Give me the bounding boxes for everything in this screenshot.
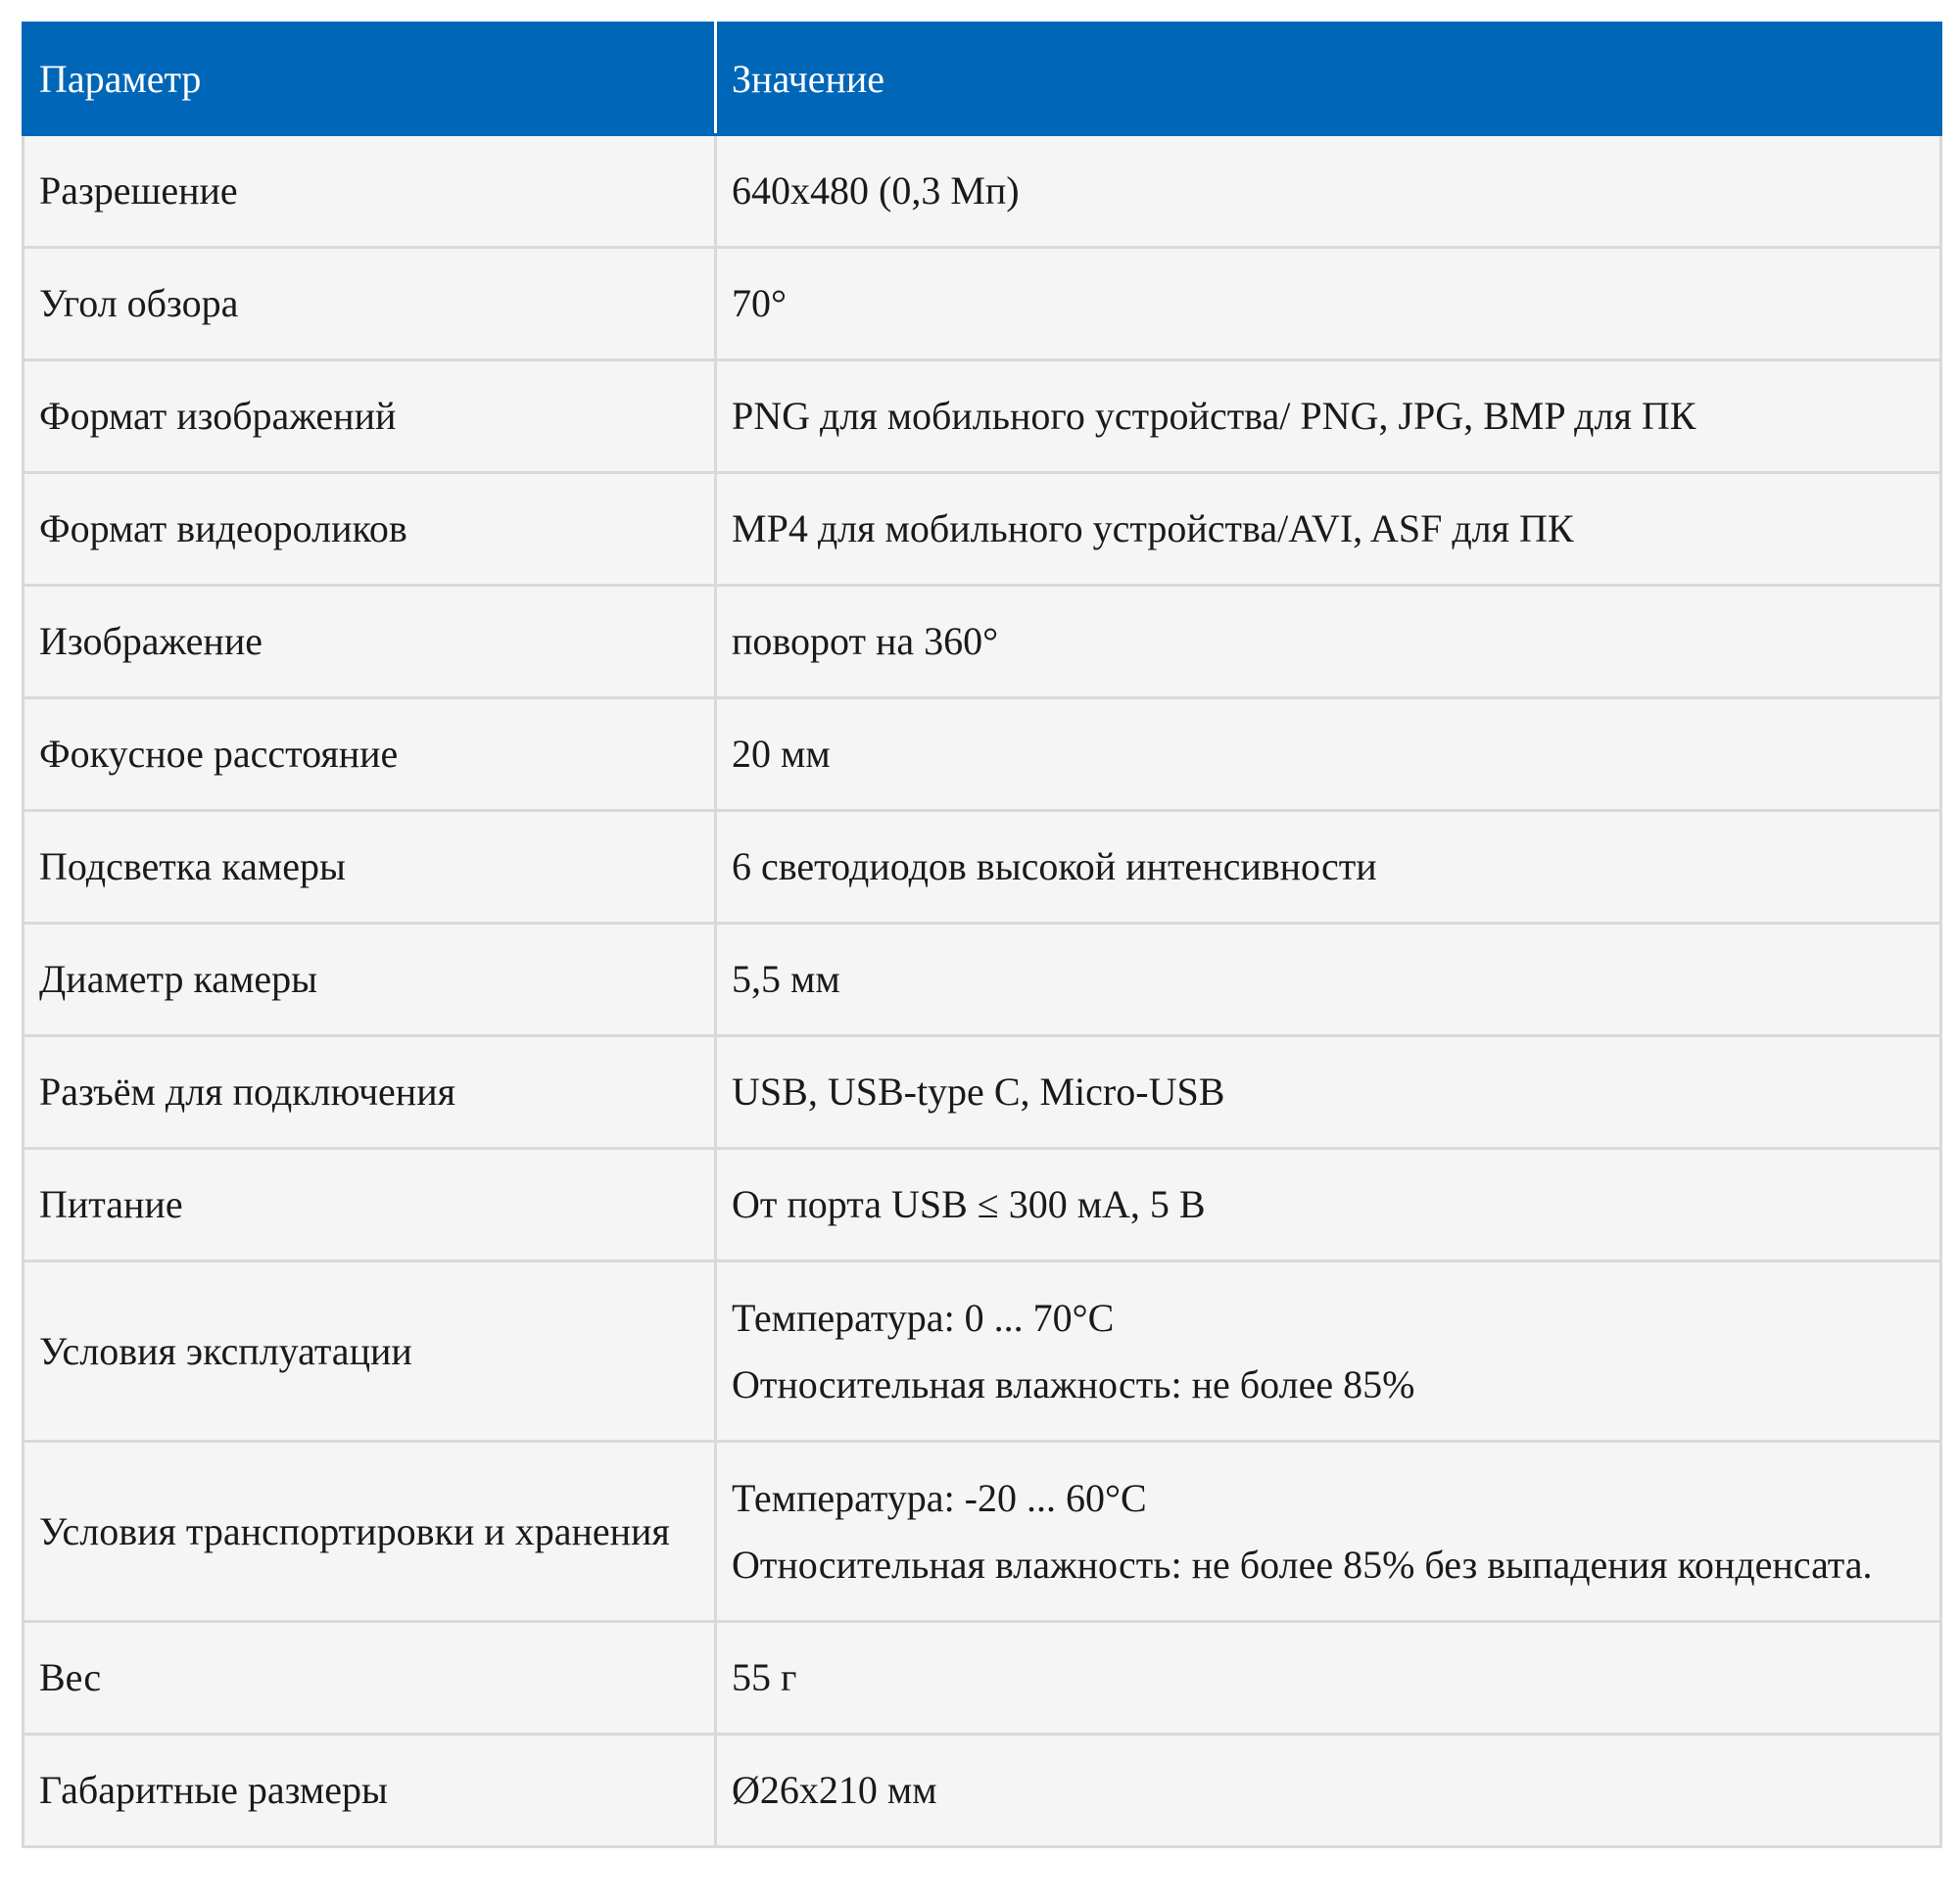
table-row xyxy=(24,811,1941,924)
table-row xyxy=(24,1036,1941,1149)
header-value: Значение xyxy=(716,24,1941,135)
value-line: 55 г xyxy=(732,1655,797,1699)
table-row xyxy=(24,135,1941,248)
value-line: 640х480 (0,3 Мп) xyxy=(732,168,1020,213)
table-row xyxy=(24,248,1941,360)
param-cell: Условия транспортировки и хранения xyxy=(24,1442,716,1622)
value-line: Ø26х210 мм xyxy=(732,1768,937,1812)
value-cell xyxy=(716,135,1941,248)
value-line: Температура: -20 ... 60°C xyxy=(732,1475,1147,1520)
param-cell: Диаметр камеры xyxy=(24,924,716,1036)
param-cell: Угол обзора xyxy=(24,248,716,360)
table-row xyxy=(24,1735,1941,1847)
value-line: MP4 для мобильного устройства/AVI, ASF для ПК xyxy=(732,506,1574,550)
param-cell: Формат видеороликов xyxy=(24,473,716,586)
value-line: поворот на 360° xyxy=(732,619,999,663)
table-row xyxy=(24,586,1941,698)
table-body xyxy=(24,135,1941,1847)
value-cell xyxy=(716,248,1941,360)
value-cell xyxy=(716,1036,1941,1149)
table-row xyxy=(24,1442,1941,1622)
param-cell: Формат изображений xyxy=(24,360,716,473)
value-cell xyxy=(716,1735,1941,1847)
value-line: От порта USB ≤ 300 мА, 5 В xyxy=(732,1182,1206,1226)
value-line: Температура: 0 ... 70°C xyxy=(732,1295,1115,1340)
value-line: PNG для мобильного устройства/ PNG, JPG, BMP для ПК xyxy=(732,394,1696,438)
value-cell xyxy=(716,811,1941,924)
spec-table xyxy=(22,22,1942,1848)
value-cell xyxy=(716,1442,1941,1622)
value-line: 5,5 мм xyxy=(732,957,840,1001)
value-line: Относительная влажность: не более 85% без выпадения конденсата. xyxy=(732,1542,1873,1587)
header-param: Параметр xyxy=(24,24,716,135)
value-cell xyxy=(716,586,1941,698)
value-line: 70° xyxy=(732,281,787,325)
param-cell: Условия эксплуатации xyxy=(24,1261,716,1442)
param-cell: Фокусное расстояние xyxy=(24,698,716,811)
table-header xyxy=(24,24,1941,135)
table-row xyxy=(24,360,1941,473)
value-line: Относительная влажность: не более 85% xyxy=(732,1361,1415,1406)
value-cell xyxy=(716,360,1941,473)
param-cell: Питание xyxy=(24,1149,716,1261)
table-row xyxy=(24,1622,1941,1735)
header-row xyxy=(24,24,1941,135)
table-row xyxy=(24,1149,1941,1261)
table-row xyxy=(24,698,1941,811)
param-cell: Подсветка камеры xyxy=(24,811,716,924)
value-cell xyxy=(716,924,1941,1036)
param-cell: Разъём для подключения xyxy=(24,1036,716,1149)
value-cell xyxy=(716,698,1941,811)
value-cell xyxy=(716,1149,1941,1261)
value-line: 6 светодиодов высокой интенсивности xyxy=(732,844,1377,888)
param-cell: Габаритные размеры xyxy=(24,1735,716,1847)
table-row xyxy=(24,473,1941,586)
param-cell: Вес xyxy=(24,1622,716,1735)
value-line: 20 мм xyxy=(732,732,831,776)
value-line: USB, USB-type C, Micro-USB xyxy=(732,1070,1225,1114)
table-row xyxy=(24,924,1941,1036)
param-cell: Изображение xyxy=(24,586,716,698)
value-cell xyxy=(716,1261,1941,1442)
table-row xyxy=(24,1261,1941,1442)
value-cell xyxy=(716,1622,1941,1735)
value-cell xyxy=(716,473,1941,586)
param-cell: Разрешение xyxy=(24,135,716,248)
